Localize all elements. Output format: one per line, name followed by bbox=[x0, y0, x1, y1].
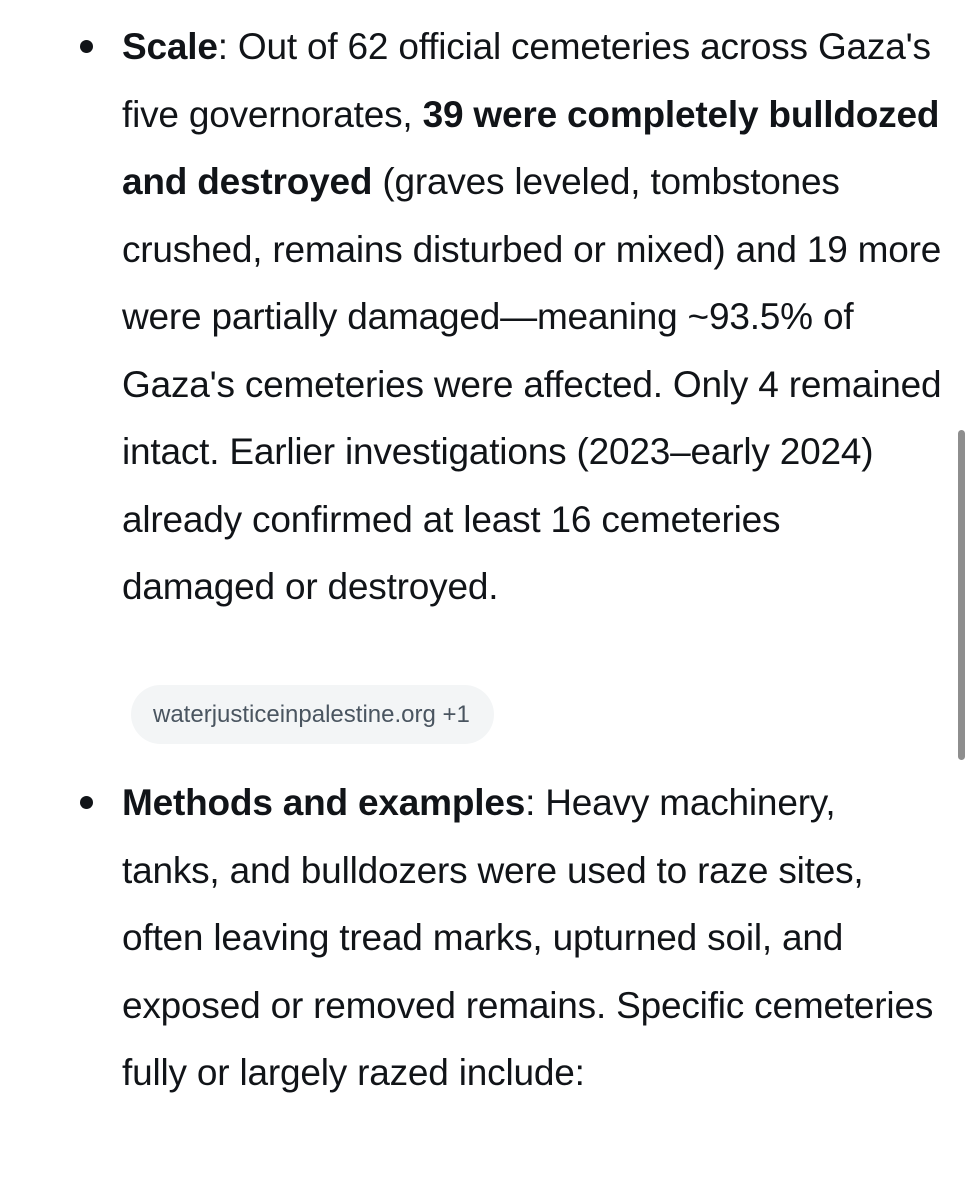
bullet-icon bbox=[80, 796, 93, 809]
text-scale-highlight: 39 were completely bulldozed and destroyed bbox=[122, 93, 940, 202]
term-separator: : bbox=[525, 782, 536, 823]
text-scale-intro: Out of 62 official cemeteries across Gaza's five governorates, bbox=[122, 26, 931, 135]
text-scale-details: (graves leveled, tombstones crushed, remains disturbed or mixed) and 19 more were partially damaged—meaning ~93.5% of Gaza's cemeteries were affected. Only 4 remained intact. Earlier investigations (2023–early 2024) already confirmed at least 16 cemeteries damaged or destroyed. bbox=[122, 161, 942, 607]
term-methods: Methods and examples bbox=[122, 782, 526, 823]
scrollbar-thumb[interactable] bbox=[958, 430, 965, 760]
paragraph-methods bbox=[122, 769, 942, 1107]
paragraph-scale bbox=[122, 13, 942, 621]
term-separator: : bbox=[217, 26, 228, 67]
text-methods: Heavy machinery, tanks, and bulldozers were used to raze sites, often leaving tread marks, upturned soil, and exposed or removed remains. Specific cemeteries fully or largely razed include: bbox=[122, 782, 934, 1093]
term-scale: Scale bbox=[122, 26, 218, 67]
bullet-icon bbox=[80, 40, 93, 53]
source-chip[interactable]: waterjusticeinpalestine.org +1 bbox=[131, 685, 494, 744]
